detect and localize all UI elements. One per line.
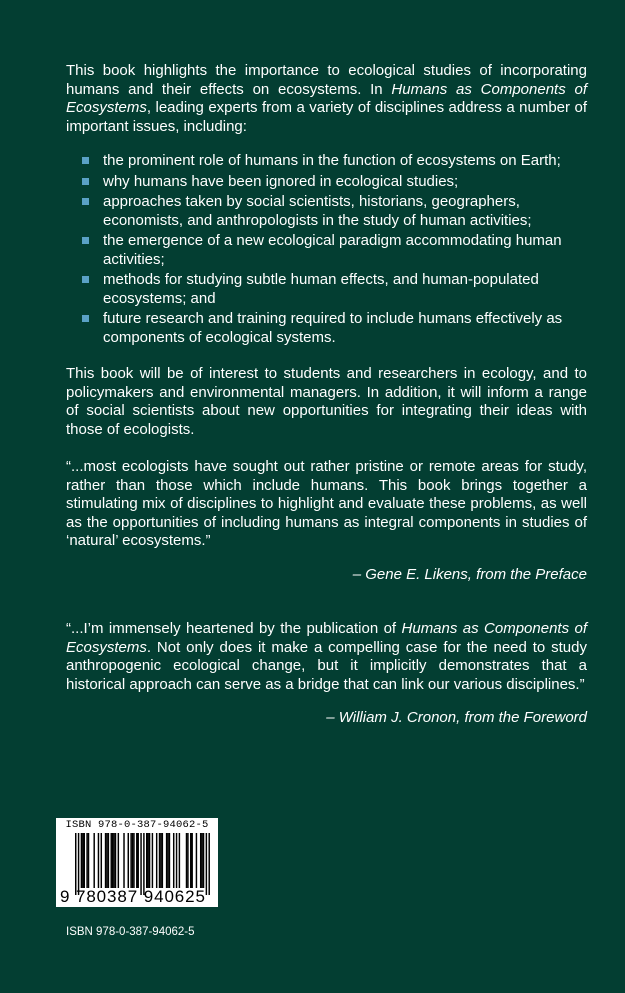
barcode-bar bbox=[176, 833, 177, 888]
barcode-bar bbox=[86, 833, 87, 888]
barcode-bar bbox=[173, 833, 174, 888]
barcode-bar bbox=[208, 833, 209, 895]
barcode-bars bbox=[75, 833, 211, 895]
square-bullet-icon bbox=[82, 198, 89, 205]
barcode-bar bbox=[78, 833, 79, 895]
interest-paragraph: This book will be of interest to students and researchers in ecology, and to policymakers and environmental managers. In addition, it will inform a range of social scientists about new opportunities for integrating their ideas with those of ecologists. bbox=[66, 365, 587, 438]
barcode-isbn-label: ISBN 978-0-387-94062-5 bbox=[65, 819, 209, 831]
barcode-bar bbox=[115, 833, 116, 888]
barcode-bar bbox=[166, 833, 167, 888]
barcode-bar bbox=[146, 833, 147, 888]
preface-quote: “...most ecologists have sought out rather pristine or remote areas for study, rather than those which include humans. This book brings together a stimulating mix of disciplines to highlight and evaluate these problems, as well as the opportunities of including humans as integral components in studies of ‘natural’ ecosystems.” bbox=[66, 458, 587, 549]
barcode-bar bbox=[143, 833, 144, 895]
barcode-bar bbox=[108, 833, 109, 888]
barcode-bar bbox=[84, 833, 85, 888]
barcode-bar bbox=[196, 833, 197, 888]
barcode-bar bbox=[203, 833, 204, 888]
barcode-bar bbox=[190, 833, 191, 888]
barcode-bar bbox=[101, 833, 102, 888]
list-item-text: methods for studying subtle human effects, and human-populated ecosystems; and bbox=[103, 271, 539, 307]
barcode-bar bbox=[75, 833, 76, 895]
barcode-bar bbox=[105, 833, 106, 888]
list-item-text: the emergence of a new ecological paradigm accommodating human activities; bbox=[103, 232, 562, 268]
barcode-bar bbox=[137, 833, 138, 888]
square-bullet-icon bbox=[82, 178, 89, 185]
barcode-bar bbox=[159, 833, 160, 888]
issues-list bbox=[66, 152, 587, 347]
barcode-bar bbox=[200, 833, 201, 888]
list-item bbox=[82, 152, 587, 171]
barcode-bar bbox=[187, 833, 188, 888]
list-item bbox=[82, 271, 587, 308]
list-item-text: approaches taken by social scientists, historians, geographers, economists, and anthropologists in the study of human activities; bbox=[103, 193, 532, 229]
barcode-bar bbox=[191, 833, 192, 888]
barcode-bar bbox=[93, 833, 94, 888]
barcode-bar bbox=[162, 833, 163, 888]
foreword-book-title: Humans as Components of Ecosystems bbox=[66, 620, 587, 656]
list-item bbox=[82, 310, 587, 347]
intro-book-title: Humans as Components of Ecosystems bbox=[66, 80, 587, 116]
barcode-bar bbox=[81, 833, 82, 888]
square-bullet-icon bbox=[82, 315, 89, 322]
barcode-bar bbox=[106, 833, 107, 888]
barcode-bar bbox=[156, 833, 157, 888]
barcode-bar bbox=[132, 833, 133, 888]
barcode-bar bbox=[113, 833, 114, 888]
foreword-quote-start: “...I’m immensely heartened by the publication of bbox=[66, 620, 402, 637]
barcode-bar bbox=[206, 833, 207, 895]
barcode-bar bbox=[152, 833, 153, 888]
list-item bbox=[82, 173, 587, 192]
barcode-bar bbox=[111, 833, 112, 888]
barcode-bar bbox=[123, 833, 124, 888]
barcode-bar bbox=[133, 833, 134, 888]
square-bullet-icon bbox=[82, 157, 89, 164]
list-item bbox=[82, 232, 587, 269]
list-item-text: future research and training required to include humans effectively as components of ecological systems. bbox=[103, 310, 563, 346]
list-item-text: the prominent role of humans in the function of ecosystems on Earth; bbox=[103, 152, 561, 169]
list-item bbox=[82, 193, 587, 230]
barcode-bar bbox=[201, 833, 202, 888]
barcode-bar bbox=[186, 833, 187, 888]
foreword-quote-end: . Not only does it make a compelling case for the need to study anthropogenic ecological change, but it implicitly demonstrates that a historical approach can serve as a bridge that can link our various disciplines.” bbox=[66, 638, 587, 693]
square-bullet-icon bbox=[82, 237, 89, 244]
barcode-bar bbox=[98, 833, 99, 888]
list-item-text: why humans have been ignored in ecological studies; bbox=[103, 172, 459, 190]
barcode-bar bbox=[112, 833, 113, 888]
isbn-barcode bbox=[56, 818, 218, 907]
square-bullet-icon bbox=[82, 276, 89, 283]
barcode-bar bbox=[169, 833, 170, 888]
back-cover-text bbox=[66, 62, 587, 728]
barcode-bar bbox=[82, 833, 83, 888]
barcode-bar bbox=[130, 833, 131, 888]
barcode-bar bbox=[167, 833, 168, 888]
intro-text-start: This book highlights the importance to ecological studies of incorporating humans and their effects on ecosystems. In bbox=[66, 62, 587, 98]
barcode-digits: 9 780387 940625 bbox=[60, 887, 206, 906]
intro-text-end: , leading experts from a variety of disciplines address a number of important issues, including: bbox=[66, 99, 587, 135]
barcode-bar bbox=[128, 833, 129, 888]
barcode-bar bbox=[88, 833, 89, 888]
barcode-bar bbox=[118, 833, 119, 888]
barcode-bar bbox=[179, 833, 180, 888]
intro-paragraph bbox=[66, 62, 587, 136]
foreword-attribution: – William J. Cronon, from the Foreword bbox=[326, 709, 587, 726]
barcode-bar bbox=[136, 833, 137, 888]
barcode-bar bbox=[147, 833, 148, 888]
barcode-bar bbox=[140, 833, 141, 895]
foreword-quote bbox=[66, 620, 587, 694]
barcode-bar bbox=[149, 833, 150, 888]
preface-attribution: – Gene E. Likens, from the Preface bbox=[352, 565, 587, 583]
barcode-bar bbox=[160, 833, 161, 888]
isbn-number: ISBN 978-0-387-94062-5 bbox=[66, 926, 195, 938]
